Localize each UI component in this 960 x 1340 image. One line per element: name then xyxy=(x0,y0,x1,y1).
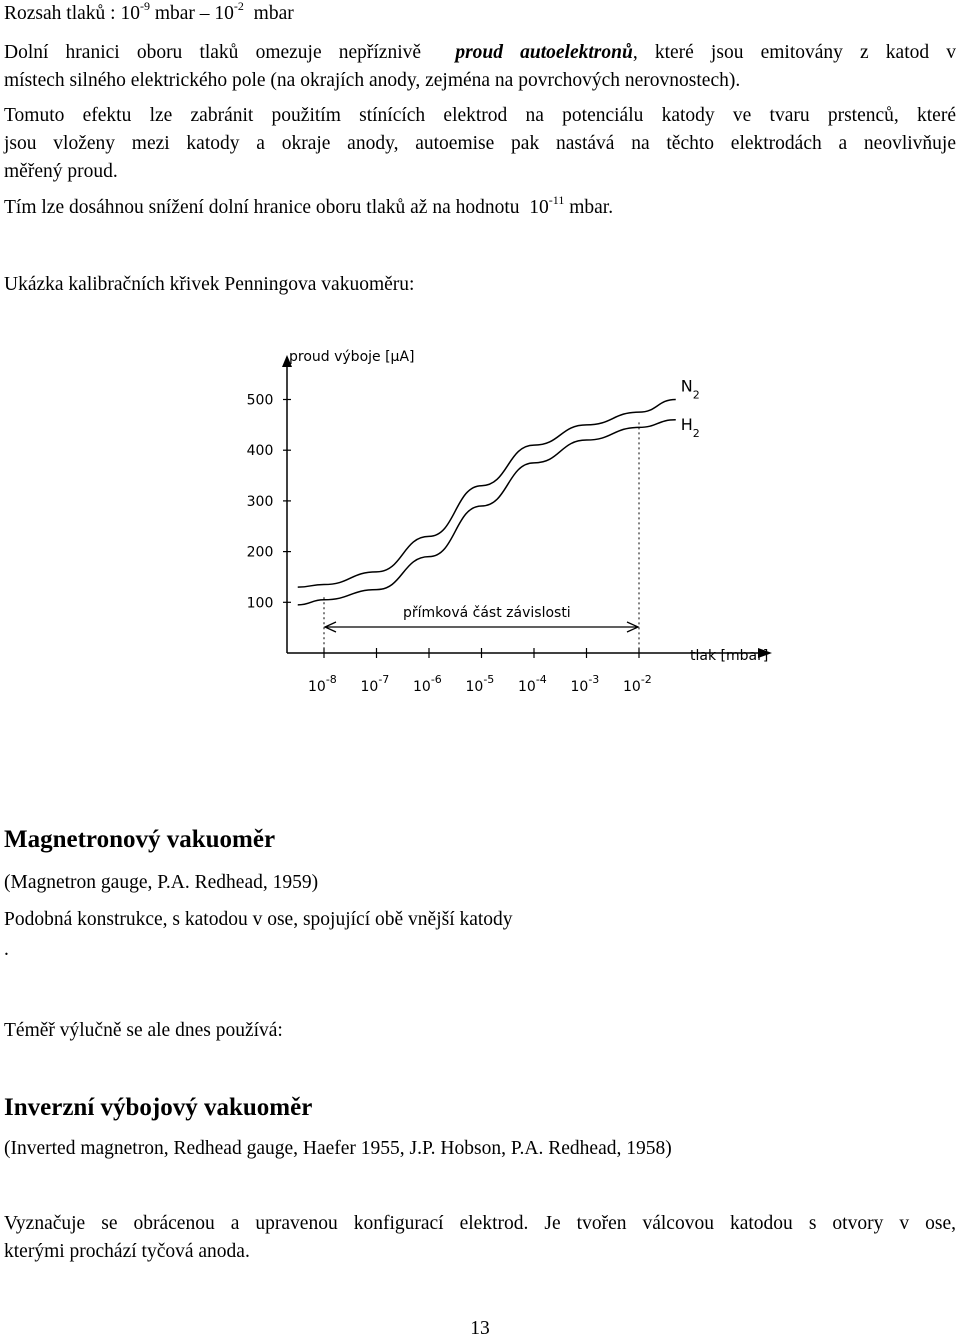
heading-inverted-magnetron: Inverzní výbojový vakuoměr xyxy=(4,1094,313,1121)
curve-n2 xyxy=(298,400,676,588)
range-low-base: 10 xyxy=(120,3,140,24)
x-tick-label: $10^{-7}$ xyxy=(360,673,390,695)
x-tick-exponent: -5 xyxy=(483,673,495,686)
y-tick-label: 400 xyxy=(246,443,274,460)
magnetron-subtitle: (Magnetron gauge, P.A. Redhead, 1959) xyxy=(4,872,319,893)
range-unit-1: mbar xyxy=(154,3,195,24)
range-dash: – xyxy=(199,3,210,24)
x-tick-exponent: -8 xyxy=(325,673,337,686)
x-tick-label: $10^{-4}$ xyxy=(518,673,547,695)
heading-magnetron-gauge: Magnetronový vakuoměr xyxy=(4,826,276,853)
range-unit-2: mbar xyxy=(253,3,294,24)
x-axis-label: tlak [mbar] xyxy=(690,648,769,664)
inverted-line-1: Vyznačuje se obrácenou a upravenou konfigurací elektrod. Je tvořen válcovou katodou s otvory v ose, xyxy=(4,1213,956,1234)
inverted-subtitle: (Inverted magnetron, Redhead gauge, Haefer 1955, J.P. Hobson, P.A. Redhead, 1958) xyxy=(4,1138,672,1159)
x-tick-exponent: -4 xyxy=(535,673,547,686)
transition-text: Téměř výlučně se ale dnes používá: xyxy=(4,1020,283,1041)
x-tick-label: $10^{-8}$ xyxy=(308,673,337,695)
paragraph-2-line-2: jsou vloženy mezi katody a okraje anody, autoemise pak nastává na těchto elektrodách a neovlivňuje xyxy=(4,133,956,154)
paragraph-1-line-2: místech silného elektrického pole (na okrajích anody, zejména na povrchových nerovnostech). xyxy=(4,70,741,91)
paragraph-1-line-1: Dolní hranici oboru tlaků omezuje nepříznivě proud autoelektronů, které jsou emitovány z katod v xyxy=(4,42,957,63)
x-tick-exponent: -2 xyxy=(640,673,652,686)
legend-n2: $N_2$ xyxy=(680,376,700,402)
range-label: Rozsah tlaků : xyxy=(4,3,116,24)
x-tick-label: $10^{-3}$ xyxy=(570,673,600,695)
paragraph-shielding-electrodes xyxy=(4,102,956,186)
magnetron-dot: . xyxy=(4,939,9,960)
paragraph-field-emission xyxy=(4,39,956,95)
calibration-chart xyxy=(225,335,785,710)
page-number: 13 xyxy=(470,1318,490,1339)
legend-subscript: 2 xyxy=(692,388,700,402)
x-tick-label: $10^{-5}$ xyxy=(465,673,495,695)
inverted-description xyxy=(4,1210,956,1266)
x-tick-exponent: -7 xyxy=(378,673,390,686)
range-high-exp: -2 xyxy=(233,0,244,13)
x-tick-exponent: -6 xyxy=(430,673,442,686)
legend-h2: $H_2$ xyxy=(680,414,700,440)
limit-unit: mbar. xyxy=(569,197,614,218)
emphasis-field-emission: proud autoelektronů xyxy=(455,42,633,63)
legend-subscript: 2 xyxy=(692,426,700,440)
limit-exp: -11 xyxy=(548,193,565,207)
y-tick-label: 100 xyxy=(246,595,274,612)
y-axis-label: proud výboje [μA] xyxy=(289,349,415,365)
y-tick-label: 300 xyxy=(246,493,274,510)
paragraph-lower-limit: Tím lze dosáhnou snížení dolní hranice oboru tlaků až na hodnotu $10^{-11}$ mbar. xyxy=(4,193,614,218)
x-tick-label: $10^{-2}$ xyxy=(623,673,652,695)
range-high-base: 10 xyxy=(214,3,234,24)
inverted-line-2: kterými prochází tyčová anoda. xyxy=(4,1241,250,1262)
y-tick-label: 200 xyxy=(246,544,274,561)
linear-region-label: přímková část závislosti xyxy=(403,605,571,621)
magnetron-description: Podobná konstrukce, s katodou v ose, spojující obě vnější katody xyxy=(4,909,513,930)
x-tick-exponent: -3 xyxy=(588,673,600,686)
range-low-exp: -9 xyxy=(139,0,150,13)
y-tick-label: 500 xyxy=(246,392,274,409)
pressure-range-line xyxy=(4,2,294,25)
limit-base: 10 xyxy=(529,197,549,218)
paragraph-2-line-1: Tomuto efektu lze zabránit použitím stínících elektrod na potenciálu katody ve tvaru prstenců, které xyxy=(4,105,956,126)
figure-caption: Ukázka kalibračních křivek Penningova vakuoměru: xyxy=(4,274,415,295)
x-tick-label: $10^{-6}$ xyxy=(413,673,442,695)
paragraph-2-line-3: měřený proud. xyxy=(4,161,118,182)
